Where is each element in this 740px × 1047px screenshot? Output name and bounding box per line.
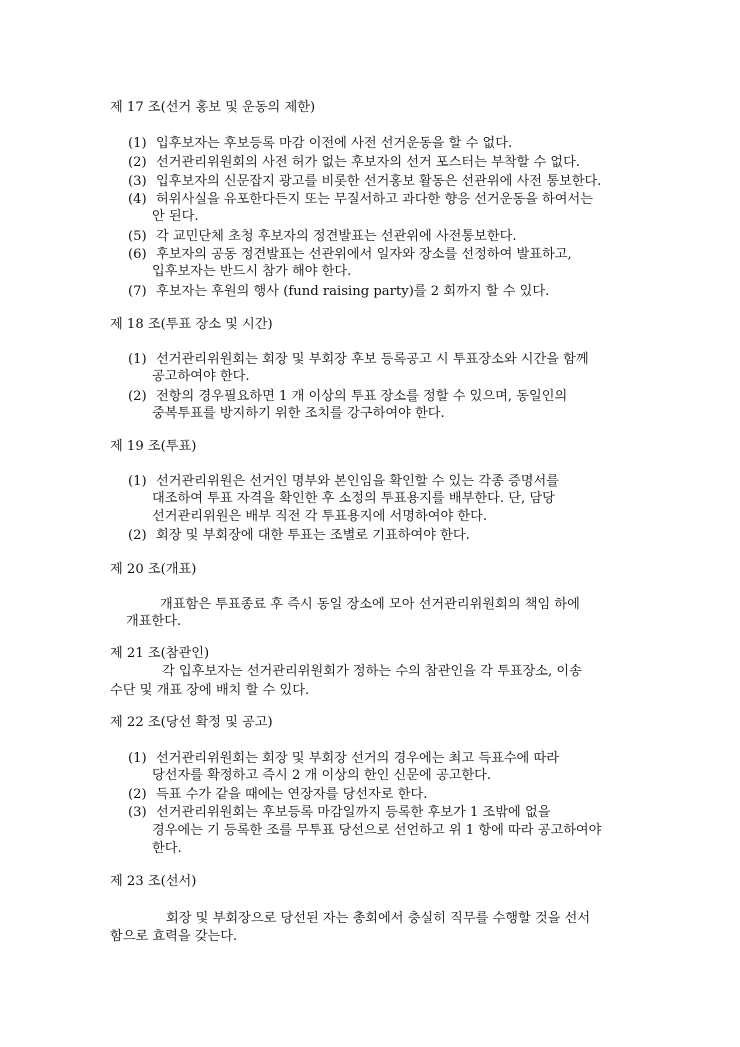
article-22-item-3-text-cont-1: 경우에는 기 등록한 조를 무투표 당선으로 선언하고 위 1 항에 따라 공고하여야 — [152, 823, 602, 838]
article-19-item-1-text: 선거관리위원은 선거인 명부와 본인임을 확인할 수 있는 각종 증명서를 — [156, 474, 559, 489]
article-22-item-3-text-cont-2: 한다. — [152, 841, 182, 856]
article-20-heading: 제 20 조(개표) — [110, 562, 197, 577]
article-17-item-4-text: 허위사실을 유포한다든지 또는 무질서하고 과다한 향응 선거운동을 하여서는 — [156, 192, 593, 207]
article-21-paragraph: 각 입후보자는 선거관리위원회가 정하는 수의 참관인을 각 투표장소, 이송 — [162, 664, 582, 679]
article-20-paragraph: 개표함은 투표종료 후 즉시 동일 장소에 모아 선거관리위원회의 책임 하에 — [160, 597, 580, 612]
article-17-item-2-number: (2) — [128, 155, 147, 170]
article-19-heading: 제 19 조(투표) — [110, 439, 197, 454]
article-20-paragraph-cont: 개표한다. — [126, 614, 182, 629]
article-18-item-2-text: 전항의 경우필요하면 1 개 이상의 투표 장소를 정할 수 있으며, 동일인의 — [156, 389, 568, 404]
article-17-item-5-text: 각 교민단체 초청 후보자의 정견발표는 선관위에 사전통보한다. — [156, 229, 517, 244]
article-19-item-1-number: (1) — [128, 474, 147, 489]
article-17-item-7-number: (7) — [128, 284, 147, 299]
article-17-item-3-text: 입후보자의 신문잡지 광고를 비롯한 선거홍보 활동은 선관위에 사전 통보한다. — [156, 174, 602, 189]
article-19-item-2-text: 회장 및 부회장에 대한 투표는 조별로 기표하여야 한다. — [156, 528, 470, 543]
article-23-paragraph-cont: 함으로 효력을 갖는다. — [110, 929, 238, 944]
article-18-item-1-text-cont: 공고하여야 한다. — [152, 369, 250, 384]
article-18-item-2-text-cont: 중복투표를 방지하기 위한 조치를 강구하여야 한다. — [152, 406, 445, 421]
article-18-item-1-text: 선거관리위원회는 회장 및 부회장 후보 등록공고 시 투표장소와 시간을 함께 — [156, 352, 589, 367]
article-22-item-3-text: 선거관리위원회는 후보등록 마감일까지 등록한 후보가 1 조밖에 없을 — [156, 805, 551, 820]
article-19-item-1-text-cont-2: 선거관리위원은 배부 직전 각 투표용지에 서명하여야 한다. — [152, 509, 488, 524]
article-19-item-1-text-cont-1: 대조하여 투표 자격을 확인한 후 소정의 투표용지를 배부한다. 단, 담당 — [152, 491, 555, 506]
article-18-heading: 제 18 조(투표 장소 및 시간) — [110, 317, 273, 332]
article-17-item-4-text-cont: 안 된다. — [152, 209, 199, 224]
article-23-paragraph: 회장 및 부회장으로 당선된 자는 총회에서 충실히 직무를 수행할 것을 선서 — [166, 911, 591, 926]
article-17-heading: 제 17 조(선거 홍보 및 운동의 제한) — [110, 100, 316, 115]
article-22-heading: 제 22 조(당선 확정 및 공고) — [110, 715, 273, 730]
article-22-item-1-text: 선거관리위원회는 회장 및 부회장 선거의 경우에는 최고 득표수에 따라 — [156, 751, 559, 766]
article-22-item-1-text-cont: 당선자를 확정하고 즉시 2 개 이상의 한인 신문에 공고한다. — [152, 768, 492, 783]
article-22-item-2-number: (2) — [128, 787, 147, 802]
article-17-item-7-text: 후보자는 후원의 행사 (fund raising party)를 2 회까지 할 수 있다. — [156, 284, 550, 299]
article-21-paragraph-cont: 수단 및 개표 장에 배치 할 수 있다. — [110, 683, 310, 698]
article-17-item-6-text-cont: 입후보자는 반드시 참가 해야 한다. — [152, 264, 352, 279]
article-23-heading: 제 23 조(선서) — [110, 874, 197, 889]
article-17-item-4-number: (4) — [128, 192, 147, 207]
article-17-item-1-number: (1) — [128, 136, 147, 151]
article-17-item-5-number: (5) — [128, 229, 147, 244]
article-17-item-3-number: (3) — [128, 174, 147, 189]
article-18-item-2-number: (2) — [128, 389, 147, 404]
article-22-item-2-text: 득표 수가 같을 때에는 연장자를 당선자로 한다. — [156, 787, 428, 802]
article-21-heading: 제 21 조(참관인) — [110, 646, 210, 661]
article-22-item-1-number: (1) — [128, 751, 147, 766]
article-17-item-1-text: 입후보자는 후보등록 마감 이전에 사전 선거운동을 할 수 없다. — [156, 136, 513, 151]
article-19-item-2-number: (2) — [128, 528, 147, 543]
article-17-item-6-number: (6) — [128, 247, 147, 262]
article-17-item-2-text: 선거관리위원회의 사전 허가 없는 후보자의 선거 포스터는 부착할 수 없다. — [156, 155, 581, 170]
article-17-item-6-text: 후보자의 공동 정견발표는 선관위에서 일자와 장소를 선정하여 발표하고, — [156, 247, 572, 262]
article-18-item-1-number: (1) — [128, 352, 147, 367]
article-22-item-3-number: (3) — [128, 805, 147, 820]
